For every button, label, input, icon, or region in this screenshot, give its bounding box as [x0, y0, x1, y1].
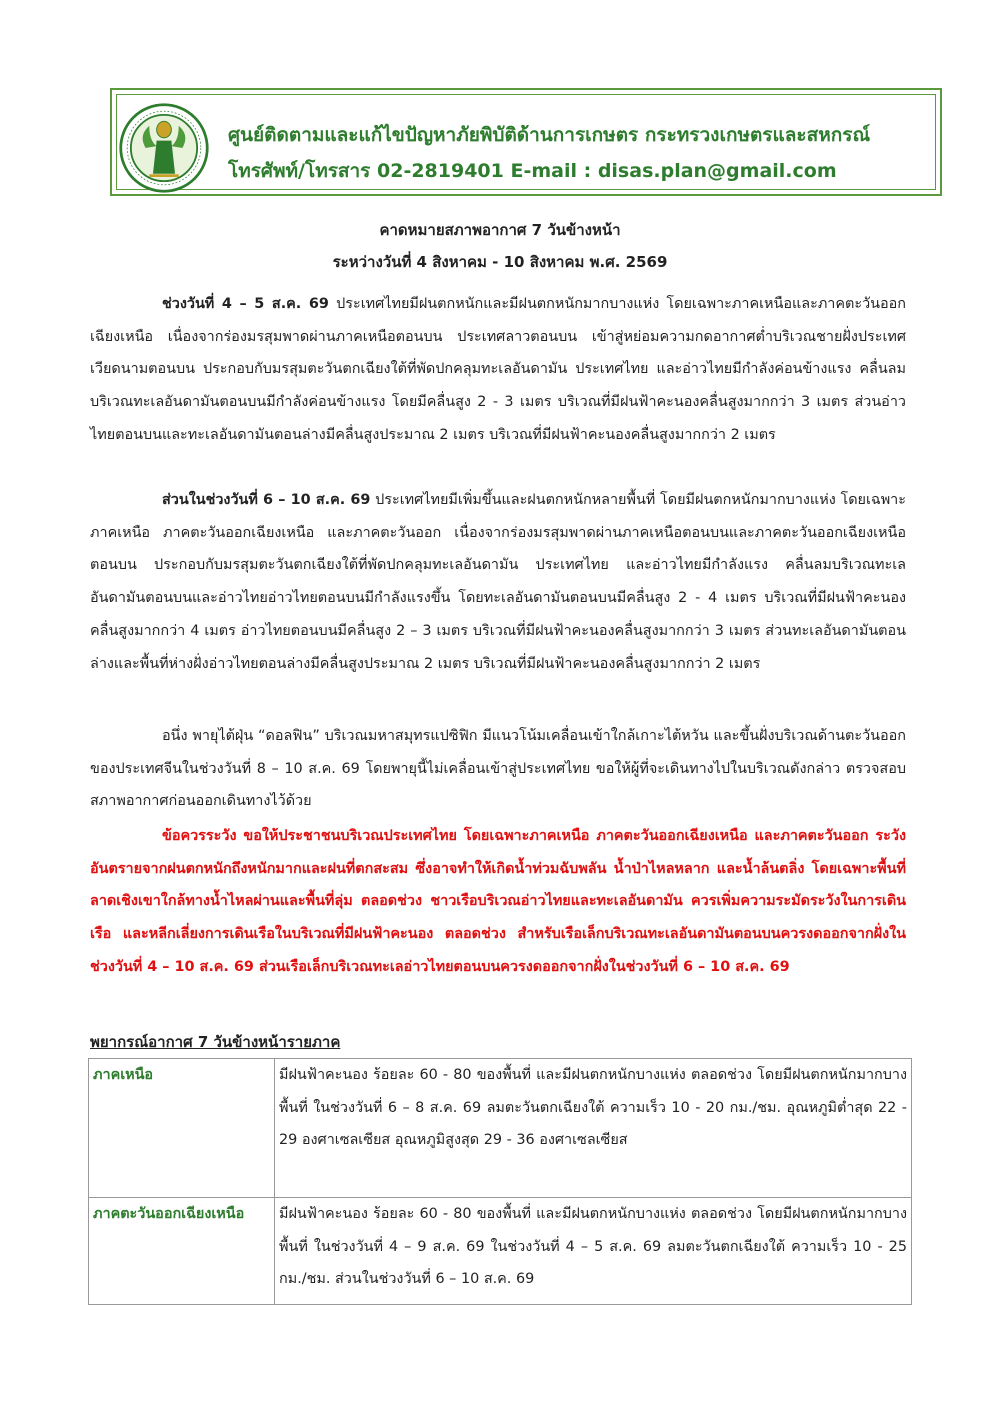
contact-info: โทรศัพท์/โทรสาร 02-2819401 E-mail : disas.plan@gmail.com	[228, 160, 837, 182]
region-forecast: มีฝนฟ้าคะนอง ร้อยละ 60 - 80 ของพื้นที่ และมีฝนตกหนักบางแห่ง ตลอดช่วง โดยมีฝนตกหนักมากบางพื้นที่ ในช่วงวันที่ 6 – 8 ส.ค. 69 ลมตะวันตกเฉียงใต้ ความเร็ว 10 - 20 กม./ชม. อุณหภูมิต่ำสุด 22 - 29 องศาเซลเซียส อุณหภูมิสูงสุด 29 - 36 องศาเซลเซียส	[275, 1059, 912, 1198]
organization-name: ศูนย์ติดตามและแก้ไขปัญหาภัยพิบัติด้านการเกษตร กระทรวงเกษตรและสหกรณ์	[228, 124, 871, 146]
paragraph-period-2	[90, 484, 906, 680]
ministry-of-agriculture-seal-icon	[118, 102, 210, 194]
document-title: คาดหมายสภาพอากาศ 7 วันข้างหน้า	[379, 221, 621, 239]
regional-forecast-heading: พยากรณ์อากาศ 7 วันข้างหน้ารายภาค	[90, 1033, 341, 1051]
region-name: ภาคตะวันออกเฉียงเหนือ	[89, 1198, 275, 1305]
region-name: ภาคเหนือ	[89, 1059, 275, 1198]
paragraph-body: ประเทศไทยมีฝนตกหนักและมีฝนตกหนักมากบางแห่ง โดยเฉพาะภาคเหนือและภาคตะวันออกเฉียงเหนือ เนื่องจากร่องมรสุมพาดผ่านภาคเหนือตอนบน ประเทศลาวตอนบน เข้าสู่หย่อมความกดอากาศต่ำบริเวณชายฝั่งประเทศเวียดนามตอนบน ประกอบกับมรสุมตะวันตกเฉียงใต้ที่พัดปกคลุมทะเลอันดามัน ประเทศไทย และอ่าวไทยมีกำลังค่อนข้างแรง คลื่นลมบริเวณทะเลอันดามันตอนบนมีกำลังค่อนข้างแรง โดยมีคลื่นสูง 2 - 3 เมตร บริเวณที่มีฝนฟ้าคะนองคลื่นสูงมากกว่า 3 เมตร ส่วนอ่าวไทยตอนบนและทะเลอันดามันตอนล่างมีคลื่นสูงประมาณ 2 เมตร บริเวณที่มีฝนฟ้าคะนองคลื่นสูงมากกว่า 2 เมตร	[90, 296, 906, 443]
region-forecast: มีฝนฟ้าคะนอง ร้อยละ 60 - 80 ของพื้นที่ และมีฝนตกหนักบางแห่ง ตลอดช่วง โดยมีฝนตกหนักมากบางพื้นที่ ในช่วงวันที่ 4 – 9 ส.ค. 69 ในช่วงวันที่ 4 – 5 ส.ค. 69 ลมตะวันตกเฉียงใต้ ความเร็ว 10 - 25 กม./ชม. ส่วนในช่วงวันที่ 6 – 10 ส.ค. 69	[275, 1198, 912, 1305]
paragraph-warning: ข้อควรระวัง ขอให้ประชาชนบริเวณประเทศไทย โดยเฉพาะภาคเหนือ ภาคตะวันออกเฉียงเหนือ และภาคตะวันออก ระวังอันตรายจากฝนตกหนักถึงหนักมากและฝนที่ตกสะสม ซึ่งอาจทำให้เกิดน้ำท่วมฉับพลัน น้ำป่าไหลหลาก และน้ำล้นตลิ่ง โดยเฉพาะพื้นที่ลาดเชิงเขาใกล้ทางน้ำไหลผ่านและพื้นที่ลุ่ม ตลอดช่วง ชาวเรือบริเวณอ่าวไทยและทะเลอันดามัน ควรเพิ่มความระมัดระวังในการเดินเรือ และหลีกเลี่ยงการเดินเรือในบริเวณที่มีฝนฟ้าคะนอง ตลอดช่วง สำหรับเรือเล็กบริเวณทะเลอันดามันตอนบนควรงดออกจากฝั่งในช่วงวันที่ 4 – 10 ส.ค. 69 ส่วนเรือเล็กบริเวณทะเลอ่าวไทยตอนบนควรงดออกจากฝั่งในช่วงวันที่ 6 – 10 ส.ค. 69	[90, 828, 906, 975]
document-date-range: ระหว่างวันที่ 4 สิงหาคม - 10 สิงหาคม พ.ศ. 2569	[332, 253, 668, 271]
paragraph-period-1	[90, 288, 906, 452]
regional-forecast-table	[88, 1058, 912, 1305]
table-row	[89, 1198, 912, 1305]
paragraph-body: ประเทศไทยมีเพิ่มขึ้นและฝนตกหนักหลายพื้นที่ โดยมีฝนตกหนักมากบางแห่ง โดยเฉพาะภาคเหนือ ภาคตะวันออกเฉียงเหนือ และภาคตะวันออก เนื่องจากร่องมรสุมพาดผ่านภาคเหนือตอนบนและภาคตะวันออกเฉียงเหนือตอนบน ประกอบกับมรสุมตะวันตกเฉียงใต้ที่พัดปกคลุมทะเลอันดามัน ประเทศไทย และอ่าวไทยมีกำลังแรง คลื่นลมบริเวณทะเลอันดามันตอนบนและอ่าวไทยอ่าวไทยตอนบนมีกำลังแรงขึ้น โดยทะเลอันดามันตอนบนมีคลื่นสูง 2 - 4 เมตร บริเวณที่มีฝนฟ้าคะนองคลื่นสูงมากกว่า 4 เมตร อ่าวไทยตอนบนมีคลื่นสูง 2 – 3 เมตร บริเวณที่มีฝนฟ้าคะนองคลื่นสูงมากกว่า 3 เมตร ส่วนทะเลอันดามันตอนล่างและพื้นที่ห่างฝั่งอ่าวไทยตอนล่างมีคลื่นสูงประมาณ 2 เมตร บริเวณที่มีฝนฟ้าคะนองคลื่นสูงมากกว่า 2 เมตร	[90, 492, 906, 672]
paragraph-lead: ส่วนในช่วงวันที่ 6 – 10 ส.ค. 69	[162, 492, 371, 508]
paragraph-typhoon-note: อนึ่ง พายุไต้ฝุ่น “ดอลฟิน” บริเวณมหาสมุทรแปซิฟิก มีแนวโน้มเคลื่อนเข้าใกล้เกาะไต้หวัน และขึ้นฝั่งบริเวณด้านตะวันออกของประเทศจีนในช่วงวันที่ 8 – 10 ส.ค. 69 โดยพายุนี้ไม่เคลื่อนเข้าสู่ประเทศไทย ขอให้ผู้ที่จะเดินทางไปในบริเวณดังกล่าว ตรวจสอบสภาพอากาศก่อนออกเดินทางไว้ด้วย	[90, 728, 906, 810]
paragraph-lead: ช่วงวันที่ 4 – 5 ส.ค. 69	[162, 296, 329, 312]
table-row	[89, 1059, 912, 1198]
